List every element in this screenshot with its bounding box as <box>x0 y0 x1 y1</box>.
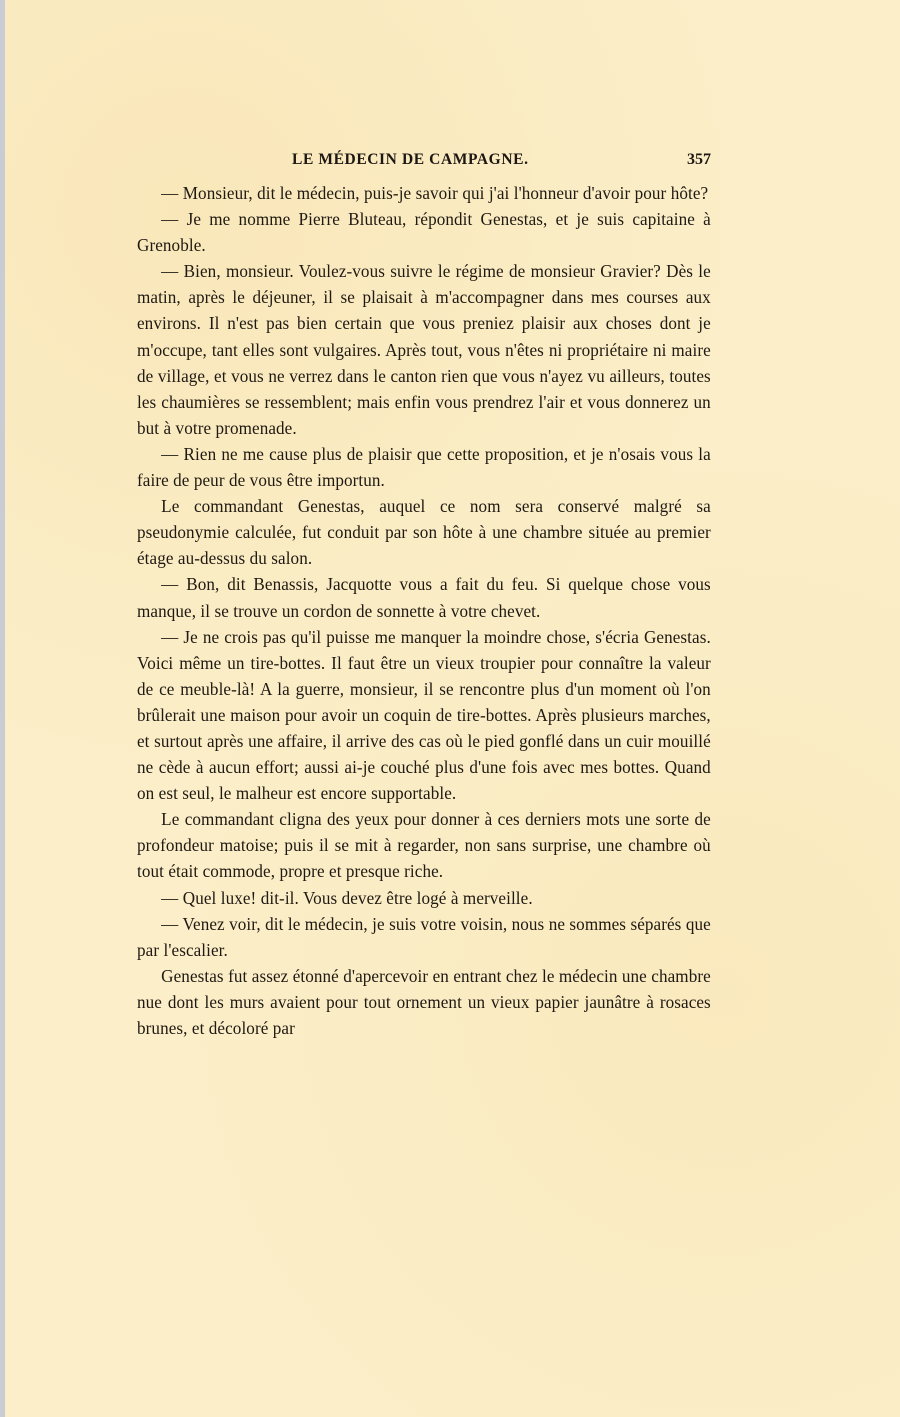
paragraph-dialogue-5: — Bon, dit Benassis, Jacquotte vous a fait du feu. Si quelque chose vous manque, il se trouve un cordon de sonnette à votre chevet. <box>137 574 711 621</box>
body-text <box>137 180 711 1041</box>
paragraph-dialogue-6: — Je ne crois pas qu'il puisse me manquer la moindre chose, s'écria Genestas. Voici même un tire-bottes. Il faut être un vieux troupier pour connaître la valeur de ce meuble-là! A la guerre, monsieur, il se rencontre plus d'un moment où l'on brûlerait une maison pour avoir un coquin de tire-bottes. Après plusieurs marches, et surtout après une affaire, il arrive des cas où le pied gonflé dans un cuir mouillé ne cède à aucun effort; aussi ai-je couché plus d'une fois avec mes bottes. Quand on est seul, le malheur est encore supportable. <box>137 626 711 804</box>
paragraph-dialogue-8: — Venez voir, dit le médecin, je suis votre voisin, nous ne sommes séparés que par l'escalier. <box>137 913 711 960</box>
paragraph-dialogue-7: — Quel luxe! dit-il. Vous devez être logé à merveille. <box>161 887 533 908</box>
running-head <box>137 151 711 175</box>
paragraph-dialogue-3: — Bien, monsieur. Voulez-vous suivre le régime de monsieur Gravier? Dès le matin, après le déjeuner, il se plaisait à m'accompagner dans mes courses aux environs. Il n'est pas bien certain que vous preniez plaisir aux choses dont je m'occupe, tant elles sont vulgaires. Après tout, vous n'êtes ni propriétaire ni maire de village, et vous ne verrez dans le canton rien que vous n'ayez vu ailleurs, toutes les chaumières se ressemblent; mais enfin vous prendrez l'air et vous donnerez un but à votre promenade. <box>137 261 711 438</box>
paragraph-dialogue-2: — Je me nomme Pierre Bluteau, répondit Genestas, et je suis capitaine à Grenoble. <box>137 209 711 256</box>
paragraph-dialogue-4: — Rien ne me cause plus de plaisir que cette proposition, et je n'osais vous la faire de peur de vous être importun. <box>137 443 711 491</box>
paragraph-narration-1: Le commandant Genestas, auquel ce nom sera conservé malgré sa pseudonymie calculée, fut conduit par son hôte à une chambre située au premier étage au-dessus du salon. <box>137 496 711 569</box>
running-title: LE MÉDECIN DE CAMPAGNE. <box>292 151 529 168</box>
page-number: 357 <box>687 151 711 168</box>
paragraph-narration-2: Le commandant cligna des yeux pour donner à ces derniers mots une sorte de profondeur matoise; puis il se mit à regarder, non sans surprise, une chambre où tout était commode, propre et presque riche. <box>137 809 711 882</box>
paragraph-dialogue-1: — Monsieur, dit le médecin, puis-je savoir qui j'ai l'honneur d'avoir pour hôte? <box>161 183 709 203</box>
book-page <box>5 0 900 1417</box>
paragraph-narration-3: Genestas fut assez étonné d'apercevoir en entrant chez le médecin une chambre nue dont les murs avaient pour tout ornement un vieux papier jaunâtre à rosaces brunes, et décoloré par <box>137 965 711 1038</box>
